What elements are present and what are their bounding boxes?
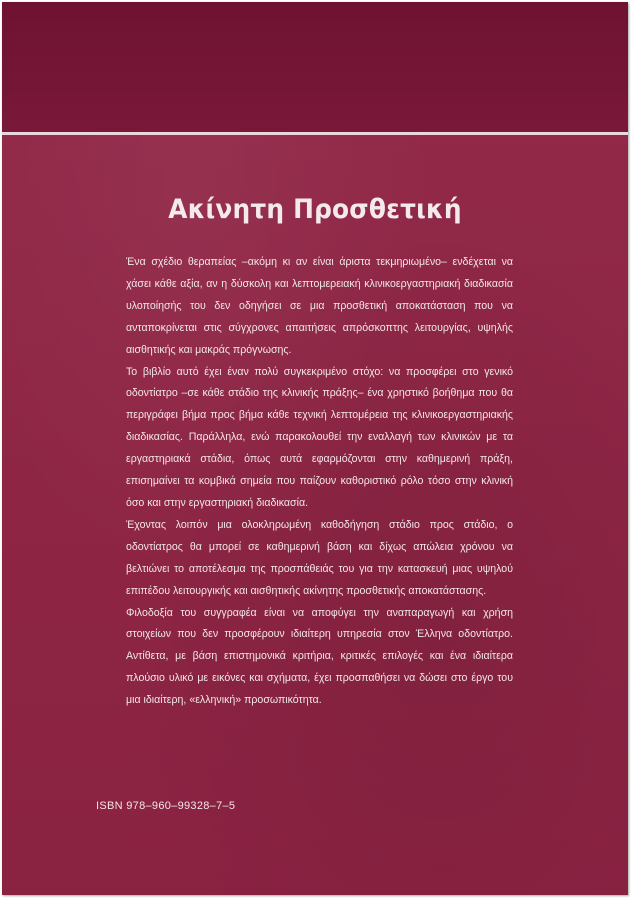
back-cover <box>2 2 628 895</box>
divider-line <box>2 132 628 135</box>
blurb-paragraph-2: Το βιβλίο αυτό έχει έναν πολύ συγκεκριμένο στόχο: να προσφέρει στο γενικό οδοντίατρο –σε κάθε στάδιο της κλινικής πράξης– ένα χρηστικό βοήθημα που θα περιγράφει βήμα προς βήμα κάθε τεχνική λεπτομέρεια της κλινικοεργαστηριακής διαδικασίας. Παράλληλα, ενώ παρακολουθεί την εναλλαγή των κλινικών με τα εργαστηριακά στάδια, όπως αυτά εφαρμόζονται στην καθημερινή πράξη, επισημαίνει τα κομβικά σημεία που παίζουν καθοριστικό ρόλο τόσο στην κλινική όσο και στην εργαστηριακή διαδικασία. <box>126 365 513 509</box>
blurb-paragraph-4: Φιλοδοξία του συγγραφέα είναι να αποφύγει την αναπαραγωγή και χρήση στοιχείων που δεν προσφέρουν ιδιαίτερη υπηρεσία στον Έλληνα οδοντίατρο. Αντίθετα, με βάση επιστημονικά κριτήρια, κριτικές επιλογές και ένα ιδιαίτερα πλούσιο υλικό με εικόνες και σχήματα, έχει προσπαθήσει να δώσει στο έργο του μια ιδιαίτερη, «ελληνική» προσωπικότητα. <box>126 606 513 707</box>
book-title: Ακίνητη Προσθετική <box>168 194 462 225</box>
top-band <box>2 2 628 132</box>
isbn-number: ISBN 978–960–99328–7–5 <box>96 800 236 812</box>
blurb-paragraph-3: Έχοντας λοιπόν μια ολοκληρωμένη καθοδήγηση στάδιο προς στάδιο, ο οδοντίατρος θα μπορεί σε καθημερινή βάση και δίχως απώλεια χρόνου να βελτιώνει το αποτέλεσμα της προσπάθειάς του για την κατασκευή μιας υψηλού επιπέδου λειτουργικής και αισθητικής ακίνητης προσθετικής αποκατάστασης. <box>126 518 513 597</box>
blurb-paragraph-1: Ένα σχέδιο θεραπείας –ακόμη κι αν είναι άριστα τεκμηριωμένο– ενδέχεται να χάσει κάθε αξία, αν η δύσκολη και λεπτομερειακή κλινικοεργαστηριακή διαδικασία υλοποίησής του δεν οδηγήσει σε μια προσθετική αποκατάσταση που να ανταποκρίνεται στις σύγχρονες απαιτήσεις απρόσκοπτης λειτουργίας, υψηλής αισθητικής και μακράς πρόγνωσης. <box>126 256 513 356</box>
blurb <box>126 252 513 712</box>
